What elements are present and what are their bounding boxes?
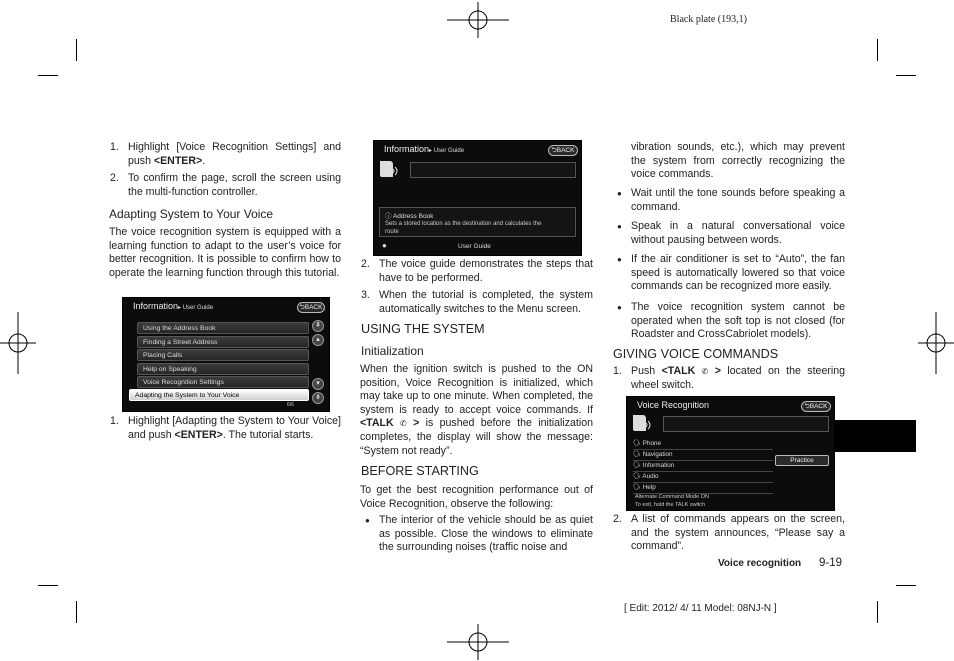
menu-item[interactable]: Finding a Street Address — [137, 336, 309, 348]
speech-bar — [663, 416, 829, 432]
registration-mark-bottom — [447, 624, 509, 660]
page-indicator: 6/6 — [287, 402, 294, 408]
step-item — [361, 289, 593, 316]
scroll-up-icon[interactable]: ▴ — [312, 334, 324, 346]
menu-item[interactable]: Voice Recognition Settings — [137, 376, 309, 388]
menu-item[interactable]: Using the Address Book — [137, 322, 309, 334]
step-text: Highlight [Voice Recognition Settings] and push — [128, 141, 341, 167]
crop-mark — [896, 75, 916, 76]
plate-label: Black plate (193,1) — [670, 14, 747, 25]
talk-key-close: > — [714, 365, 721, 377]
speech-bar — [410, 162, 576, 178]
screen-subtitle: ▸ User Guide — [178, 305, 214, 311]
command-icon: 🗣 — [633, 440, 643, 447]
screen-footer: User Guide — [458, 243, 491, 250]
screen-subtitle: ▸ User Guide — [429, 148, 465, 154]
command-item[interactable] — [633, 439, 773, 450]
step-number: 2. — [613, 513, 622, 525]
speech-head-icon — [631, 413, 651, 437]
footer-section-name: Voice recognition — [718, 558, 802, 569]
section-tab — [827, 420, 916, 452]
talk-icon: ✆ — [400, 419, 407, 429]
step-number: 1. — [110, 141, 119, 153]
step-text: Push — [631, 365, 662, 377]
talk-key-close: > — [413, 417, 420, 430]
crop-mark — [896, 585, 916, 586]
bullet-text: Speak in a natural conversational voice without pausing between words. — [631, 220, 845, 246]
crop-mark — [76, 39, 77, 61]
paragraph — [360, 363, 593, 458]
help-box-text: Sets a stored location as the destination and calculates the route — [385, 221, 542, 235]
step-text-end: . The tutorial starts. — [222, 428, 314, 441]
bullet-item — [613, 220, 845, 247]
step-item — [613, 513, 845, 554]
screen-title-text: Information — [384, 144, 430, 154]
registration-mark-top — [447, 2, 509, 38]
paragraph-text-end: is pushed before the initialization completes, the display will show the message: “System not ready”. — [360, 417, 593, 457]
command-icon: 🗣 — [633, 484, 643, 491]
step-text-end: located on the steering wheel switch. — [631, 365, 845, 391]
crop-mark — [38, 585, 58, 586]
info-icon: ⓘ — [385, 213, 393, 220]
screen-title-text: Information — [133, 301, 179, 311]
crop-mark — [877, 39, 878, 61]
step-item — [110, 415, 341, 442]
bullet-text: The voice recognition system cannot be operated when the soft top is not closed (for Roadster and CrossCabriolet models). — [631, 301, 845, 341]
back-button[interactable] — [801, 401, 831, 412]
command-icon: 🗣 — [633, 462, 643, 469]
step-number: 1. — [613, 365, 622, 377]
bullet-icon: ● — [365, 516, 370, 525]
back-icon: ⮌ — [551, 147, 557, 154]
bullet-item — [613, 301, 845, 342]
scroll-bottom-icon[interactable]: ⇟ — [312, 392, 324, 404]
back-label: BACK — [556, 147, 575, 154]
bullet-text: If the air conditioner is set to “Auto”, the fan speed is automatically lowered so that voice commands can be recognized more easily. — [631, 253, 845, 293]
paragraph: The voice recognition system is equipped with a learning function to adapt to the user’s voice for better recognition. It is possible to confirm how to operate the learning function through this tutorial. — [109, 226, 341, 279]
exit-hint: To exit, hold the TALK switch — [635, 502, 706, 508]
edit-info: [ Edit: 2012/ 4/ 11 Model: 08NJ-N ] — [624, 603, 777, 614]
menu-item[interactable]: Placing Calls — [137, 349, 309, 361]
back-label: BACK — [304, 304, 323, 311]
enter-key: <ENTER> — [153, 154, 203, 167]
menu-item[interactable]: Help on Speaking — [137, 363, 309, 375]
page-number: 9-19 — [819, 557, 843, 569]
step-text: Highlight [Adapting the System to Your Voice] and push — [128, 415, 341, 441]
command-label: Phone — [642, 440, 661, 447]
step-text-end: . — [202, 154, 206, 167]
command-icon: 🗣 — [633, 451, 643, 458]
step-number: 3. — [361, 289, 370, 301]
sub-heading: Initialization — [361, 344, 424, 358]
step-text: To confirm the page, scroll the screen using the multi-function controller. — [128, 172, 341, 198]
command-item[interactable] — [633, 461, 773, 472]
step-item — [361, 258, 593, 285]
menu-item-selected[interactable]: Adapting the System to Your Voice — [129, 389, 309, 401]
bullet-icon: ● — [617, 255, 622, 264]
step-number: 1. — [110, 415, 119, 427]
step-number: 2. — [110, 172, 119, 184]
bullet-icon: ● — [617, 222, 622, 231]
practice-button[interactable]: Practice — [775, 455, 829, 466]
section-heading: Adapting System to Your Voice — [109, 207, 274, 221]
help-box — [379, 207, 576, 237]
paragraph-text: When the ignition switch is pushed to the ON position, Voice Recognition is initialized, which may take up to one minute. When completed, the system is ready to accept voice commands. If — [360, 363, 593, 416]
bullet-text: Wait until the tone sounds before speaking a command. — [631, 187, 845, 213]
screen-title — [384, 144, 464, 154]
help-box-title — [385, 211, 433, 220]
registration-mark-right — [918, 312, 954, 374]
step-item — [613, 365, 845, 392]
step-text: The voice guide demonstrates the steps that have to be performed. — [379, 258, 593, 284]
back-button[interactable] — [548, 145, 578, 156]
step-item — [110, 172, 341, 199]
screen-title: Voice Recognition — [637, 400, 710, 410]
bullet-icon: ● — [617, 303, 622, 312]
step-item — [110, 141, 341, 168]
scroll-top-icon[interactable]: ⇞ — [312, 320, 324, 332]
bullet-item — [613, 253, 845, 294]
paragraph: vibration sounds, etc.), which may prevent the system from correctly recognizing the voice commands. — [631, 141, 845, 181]
step-text: When the tutorial is completed, the system automatically switches to the Menu screen. — [379, 289, 593, 315]
scroll-down-icon[interactable]: ▾ — [312, 378, 324, 390]
section-heading: BEFORE STARTING — [361, 464, 479, 478]
talk-icon: ✆ — [701, 367, 709, 376]
step-number: 2. — [361, 258, 370, 270]
bullet-icon: ● — [617, 189, 622, 198]
section-heading: USING THE SYSTEM — [361, 322, 485, 336]
user-guide-screen — [373, 140, 582, 256]
alternate-mode-label: Alternate Command Mode ON — [635, 494, 709, 500]
info-menu-screen — [122, 297, 330, 412]
step-text: A list of commands appears on the screen, and the system announces, “Please say a command”. — [631, 513, 845, 553]
crop-mark — [877, 601, 878, 623]
alert-icon: ● — [382, 241, 387, 250]
section-heading: GIVING VOICE COMMANDS — [613, 347, 779, 361]
talk-key: <TALK — [360, 417, 394, 430]
command-label: Navigation — [642, 451, 673, 458]
crop-mark — [38, 75, 58, 76]
back-label: BACK — [809, 403, 828, 410]
command-label: Information — [642, 462, 675, 469]
crop-mark — [76, 601, 77, 623]
bullet-text: The interior of the vehicle should be as quiet as possible. Close the windows to eliminate the surrounding noises (traffic noise and — [379, 514, 593, 554]
command-icon: 🗣 — [633, 473, 643, 480]
talk-key: <TALK — [661, 365, 696, 377]
command-item[interactable] — [633, 450, 773, 461]
enter-key: <ENTER> — [174, 428, 223, 441]
help-box-title-text: Address Book — [392, 213, 434, 220]
command-label: Help — [642, 484, 656, 491]
bullet-item — [361, 514, 593, 555]
back-icon: ⮌ — [804, 403, 810, 410]
command-item[interactable] — [633, 472, 773, 483]
back-icon: ⮌ — [299, 304, 305, 311]
speech-head-icon — [378, 159, 398, 183]
voice-recognition-screen — [626, 396, 835, 511]
registration-mark-left — [0, 312, 36, 374]
command-item[interactable] — [633, 483, 773, 494]
bullet-item — [613, 187, 845, 214]
back-button[interactable] — [297, 302, 325, 313]
command-label: Audio — [642, 473, 659, 480]
paragraph: To get the best recognition performance out of Voice Recognition, observe the following: — [360, 484, 593, 510]
screen-title — [133, 301, 213, 311]
